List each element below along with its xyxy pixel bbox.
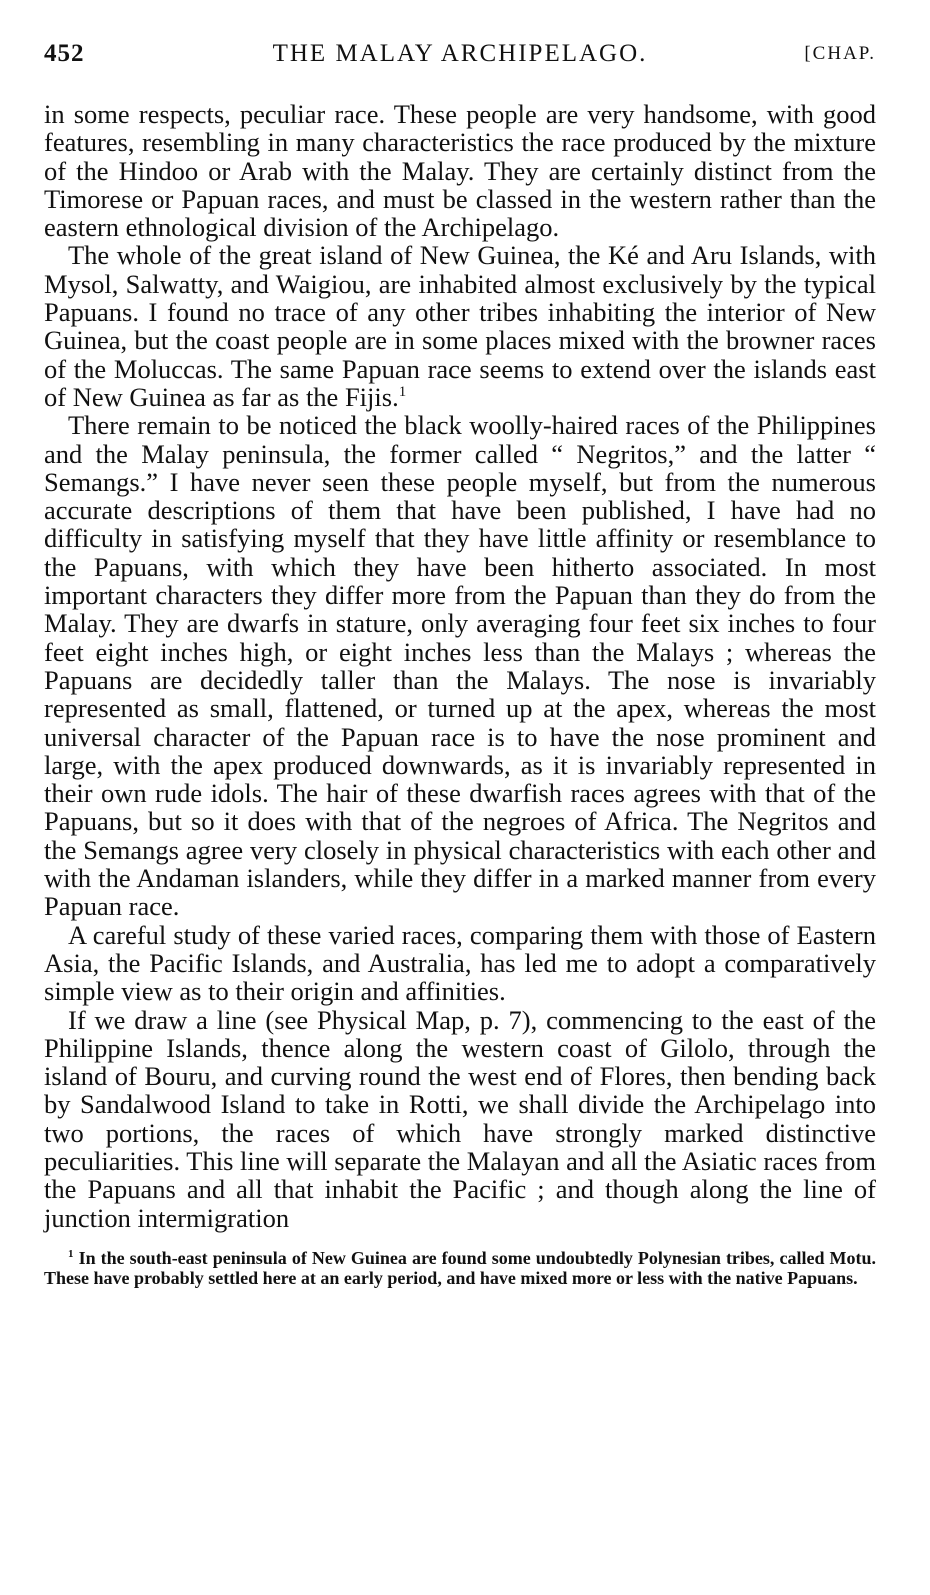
paragraph-continued: in some respects, peculiar race. These people are very handsome, with good features, resembling in many characteristics the race produced by the mixture of the Hindoo or Arab with the Malay. They are certainly distinct from the Timorese or Papuan races, and must be classed in the western rather than the eastern ethnological division of the Archipelago. [44,99,876,243]
paragraph-new-guinea: The whole of the great island of New Guinea, the Ké and Aru Islands, with Mysol, Salwatty, and Waigiou, are inhabited almost exclusively by the typical Papuans. I found no trace of any other tribes inhabiting the interior of New Guinea, but the coast people are in some places mixed with the browner races of the Moluccas. The same Papuan race seems to extend over the islands east of New Guinea as far as the Fijis.$^1$ [44,240,876,412]
page-number: 452 [44,40,85,67]
footnote-text: In the south-east peninsula of New Guinea are found some undoubtedly Polynesian tribes, called Motu. These have probably settled here at an early period, and have mixed more or less with the native Papuans. [44,1247,877,1288]
paragraph-negritos: There remain to be noticed the black woolly-haired races of the Philippines and the Malay peninsula, the former called “ Negritos,” and the latter “ Semangs.” I have never seen these people myself, but from the numerous accurate descriptions of them that have been published, I have had no difficulty in satisfying myself that they have little affinity or resemblance to the Papuans, with which they have been hitherto associated. In most important characters they differ more from the Papuan than they do from the Malay. They are dwarfs in stature, only averaging four feet six inches to four feet eight inches high, or eight inches less than the Malays ; whereas the Papuans are decidedly taller than the Malays. The nose is invariably represented as small, flattened, or turned up at the apex, whereas the most universal character of the Papuan race is to have the nose prominent and large, with the apex produced downwards, as it is invariably represented in their own rude idols. The hair of these dwarfish races agrees with that of the Papuans, but so it does with that of the negroes of Africa. The Negritos and the Semangs agree very closely in physical characteristics with each other and with the Andaman islanders, while they differ in a marked manner from every Papuan race. [44,410,876,922]
body-text [44,100,876,1232]
footnote-marker: 1 [68,1247,74,1260]
footnote [44,1248,876,1288]
running-head [44,40,876,76]
running-title: THE MALAY ARCHIPELAGO. [272,40,648,67]
footnote-reference[interactable]: 1 [398,384,407,401]
chapter-label: [CHAP. [804,43,876,64]
paragraph-careful-study: A careful study of these varied races, comparing them with those of Eastern Asia, the Pacific Islands, and Australia, has led me to adopt a comparatively simple view as to their origin and affinities. [44,919,876,1007]
paragraph-dividing-line: If we draw a line (see Physical Map, p. 7), commencing to the east of the Philippine Islands, thence along the western coast of Gilolo, through the island of Bouru, and curving round the west end of Flores, then bending back by Sandalwood Island to take in Rotti, we shall divide the Archipelago into two portions, the races of which have strongly marked distinctive peculiarities. This line will separate the Malayan and all the Asiatic races from the Papuans and all that inhabit the Pacific ; and though along the line of junction intermigration [44,1004,876,1233]
book-page [44,40,876,1288]
